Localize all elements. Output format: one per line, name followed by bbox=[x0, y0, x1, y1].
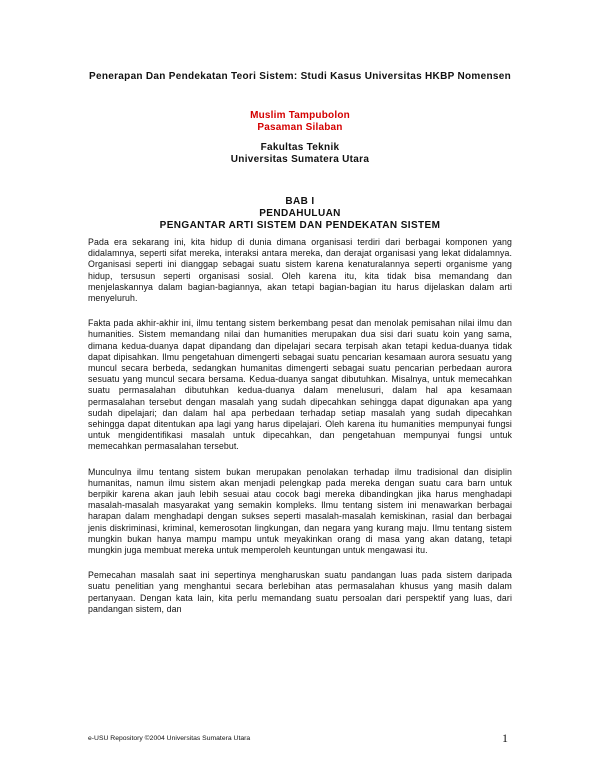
paragraph: Pemecahan masalah saat ini sepertinya mengharuskan suatu pandangan luas pada sistem daripada suatu penelitian yang menghantui secara berlebihan atas permasalahan khusus yang masih dalam pertanyaan. Dengan kata lain, kita perlu memandang suatu persoalan dari perspektif yang luas, dari pandangan sistem, dan bbox=[88, 570, 512, 614]
chapter-name: PENDAHULUAN bbox=[259, 208, 341, 219]
body-text bbox=[88, 237, 512, 629]
chapter-number: BAB I bbox=[285, 196, 315, 207]
author-name: Muslim Tampubolon bbox=[250, 110, 350, 121]
chapter-heading bbox=[0, 196, 600, 232]
paragraph: Pada era sekarang ini, kita hidup di dunia dimana organisasi terdiri dari berbagai komponen yang didalamnya, seperti sifat mereka, interaksi antara mereka, dan derajat organisasi yang lekat didalamnya. Organisasi seperti ini dianggap sebagai suatu sistem karena kenaturalannya seperti organisme yang hidup, tersusun seperti organisasi sosial. Oleh karena itu, kita tidak bisa memandang dan menjelaskannya dalam bagian-bagiannya, akan tetapi bagian-bagian itu harus dijelaskan dalam arti menyeluruh. bbox=[88, 237, 512, 304]
author-list bbox=[0, 110, 600, 134]
paragraph: Munculnya ilmu tentang sistem bukan merupakan penolakan terhadap ilmu tradisional dan disiplin humanitas, namun ilmu sistem akan menjadi pelengkap pada mereka dengan suatu cara barn untuk berpikir karena akan jauh lebih sesuai atau cocok bagi mereka dibandingkan jika harus menghadapi masalah-masalah masyarakat yang semakin kompleks. Ilmu tentang sistem ini menawarkan berbagai harapan dalam menghadapi dengan sukses seperti masalah-masalah kemiskinan, rasial dan berbagai jenis diskriminasi, kriminal, kemerosotan lingkungan, dan negara yang kurang maju. Ilmu tentang sistem mungkin bukan hanya mampu mampu untuk meyakinkan orang di masa yang akan datang, tetapi mungkin juga membuat mereka untuk memperoleh keuntungan untuk mengawasi itu. bbox=[88, 466, 512, 556]
paper-title: Penerapan Dan Pendekatan Teori Sistem: Studi Kasus Universitas HKBP Nomensen bbox=[89, 71, 511, 82]
affiliation bbox=[0, 142, 600, 166]
affiliation-faculty: Fakultas Teknik bbox=[260, 142, 340, 153]
page-number: 1 bbox=[502, 731, 508, 745]
affiliation-university: Universitas Sumatera Utara bbox=[230, 154, 370, 165]
author-name: Pasaman Silaban bbox=[257, 122, 343, 133]
paragraph: Fakta pada akhir-akhir ini, ilmu tentang sistem berkembang pesat dan menolak pemisahan nilai ilmu dan humanities. Sistem memandang nilai dan humanities merupakan dua sisi dari suatu koin yang sama, dimana kedua-duanya dapat dipandang dan dipelajari secara terpisah akan tetapi kedua-duanya tidak dapat dipisahkan. Ilmu pengetahuan dimengerti sebagai suatu pencarian kesamaan aurora sesuatu yang muncul secara berbeda, sedangkan humanitas dimengerti sebagai suatu pencarian perbedaan aurora sesuatu yang muncul secara bersama. Kedua-duanya sangat dibutuhkan. Misalnya, untuk memecahkan suatu permasalahan dibutuhkan kedua-duanya dalam menelusuri, dalam hal apa kesamaan permasalahan tersebut dengan masalah yang sudah dipecahkan sehingga dapat digunakan apa yang sudah dipelajari; dan dalam hal apa perbedaan terhadap setiap masalah yang sudah dipecahkan sehingga dapat ditentukan apa lagi yang harus dipelajari. Oleh karena itu humanities mempunyai fungsi untuk mengidentifikasi masalah untuk dipecahkan, dan pengetahuan mempunyai fungsi untuk memecahkan permasalahan tersebut. bbox=[88, 318, 512, 452]
chapter-subtitle: PENGANTAR ARTI SISTEM DAN PENDEKATAN SISTEM bbox=[159, 220, 441, 231]
footer-repository: e-USU Repository ©2004 Universitas Sumatera Utara bbox=[88, 735, 251, 742]
